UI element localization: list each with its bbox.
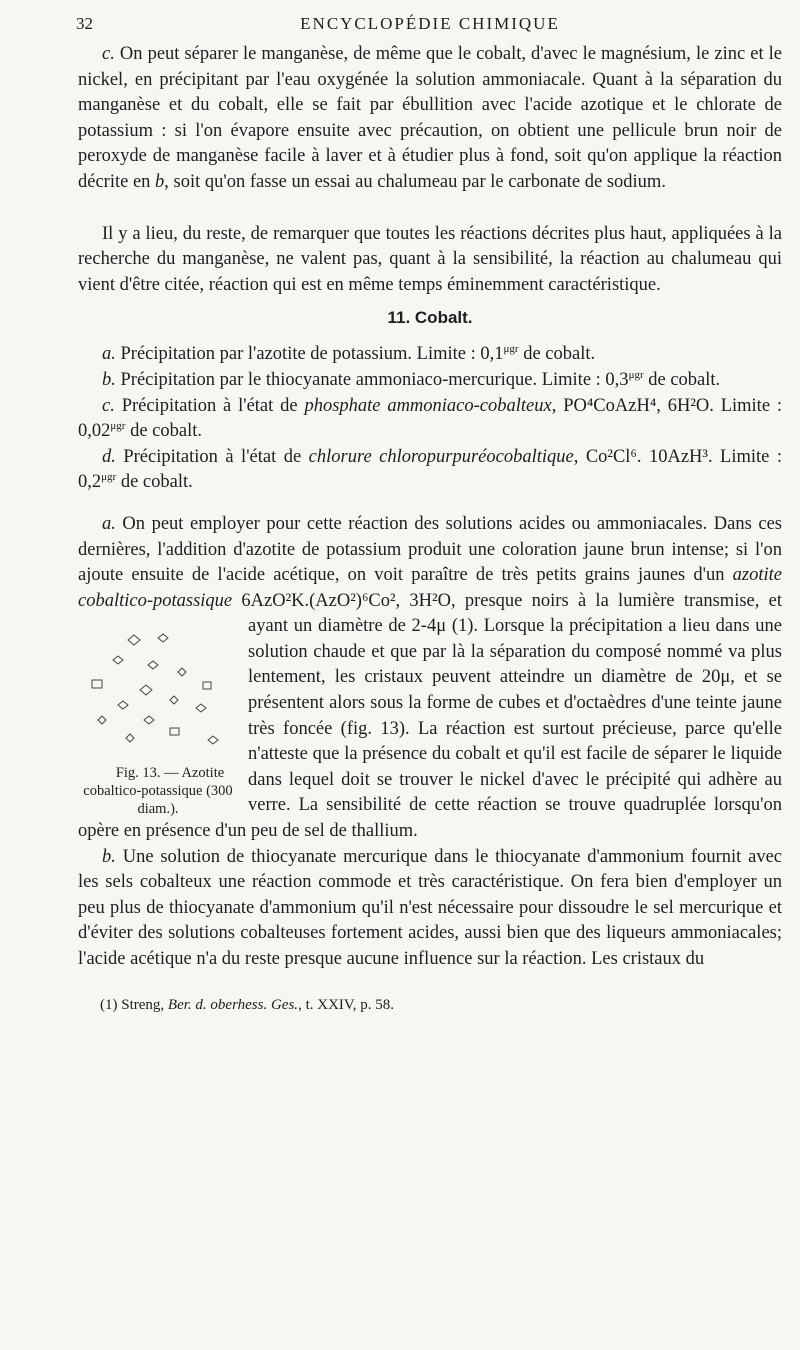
footnote: (1) Streng, Ber. d. oberhess. Ges., t. XXIV, p. 58. xyxy=(100,996,395,1013)
paragraph-a-azotite: a. On peut employer pour cette réaction des solutions acides ou ammoniacales. Dans ces dernières, l'addition d'azotite de potassium produit une coloration jaune brun intense; si l'on ajoute ensuite de l'acide acétique, on voit paraître de très petits grains jaunes d'un azotite cobaltico-potassique 6AzO²K.(AzO²)⁶Co², 3H²O, presque noirs à la lumière transmise, et ayant un diamètre de 2-4μ (1). Fig. 13. — Azotite cobaltico-potassique (300 diam.). Lorsque la précipitation a lieu dans une solution chaude et que par là la séparation du composé nommé va plus lentement, les cristaux peuvent atteindre un diamètre de 20μ, et se présentent alors sous la forme de cubes et d'octaèdres d'une teinte jaune très foncée (fig. 13). La réaction est surtout précieuse, parce qu'elle n'atteste que la présence du cobalt et qu'il est facile de séparer le liquide dans lequel doit se trouver le nickel d'avec le précipité qui adhère au verre. La sensibilité de cette réaction se trouve quadruplée lorsqu'on opère en présence d'un peu de sel de thallium. xyxy=(78,513,782,842)
paragraph-c-separation: c. On peut séparer le manganèse, de même que le cobalt, d'avec le magnésium, le zinc et le nickel, en précipitant par l'eau oxygénée la solution ammoniacale. Quant à la séparation du manganèse et du cobalt, elle se fait par ébullition avec l'acide azotique et le chlorate de potassium : si l'on évapore ensuite avec précaution, on obtient une pellicule brun noir de peroxyde de manganèse facile à laver et à étudier plus à fond, soit qu'on applique la réaction décrite en b, soit qu'on fasse un essai au chalumeau par le carbonate de sodium. xyxy=(78,44,782,192)
page xyxy=(78,14,782,1018)
figure-caption: Fig. 13. — Azotite cobaltico-potassique (300 diam.). xyxy=(83,765,233,818)
list-item-d: d. Précipitation à l'état de chlorure chloropurpuréocobaltique, Co²Cl⁶. 10AzH³. Limite : $0,2^{\mu gr}$ de cobalt. xyxy=(78,446,782,493)
running-title: ENCYCLOPÉDIE CHIMIQUE xyxy=(300,14,560,33)
paragraph-b-thiocyanate: b. Une solution de thiocyanate mercurique dans le thiocyanate d'ammonium fournit avec les sels cobalteux une réaction commode et très caractéristique. On fera bien d'employer un peu plus de thiocyanate d'ammonium qu'il n'est nécessaire pour dissoudre le sel mercurique et d'éviter des solutions cobalteuses fortement acides, aussi bien que des liqueurs ammoniacales; l'acide acétique n'a du reste presque aucune influence sur la réaction. Les cristaux du xyxy=(78,846,782,969)
paragraph-remarque: Il y a lieu, du reste, de remarquer que toutes les réactions décrites plus haut, appliquées à la recherche du manganèse, ne valent pas, quant à la sensibilité, la réaction au chalumeau qui vient d'être citée, réaction qui est en même temps éminemment caractéristique. xyxy=(78,223,782,295)
crystals-illustration xyxy=(78,620,238,760)
page-number: 32 xyxy=(76,14,93,33)
list-item-a: a. Précipitation par l'azotite de potassium. Limite : $0,1^{\mu gr}$ de cobalt. xyxy=(102,343,596,365)
page-header xyxy=(78,14,782,42)
section-title: 11. Cobalt. xyxy=(387,308,473,328)
list-item-b: b. Précipitation par le thiocyanate ammoniaco-mercurique. Limite : $0,3^{\mu gr}$ de cobalt. xyxy=(102,368,721,390)
list-item-c: c. Précipitation à l'état de phosphate ammoniaco-cobalteux, PO⁴CoAzH⁴, 6H²O. Limite : $0,02^{\mu gr}$ de cobalt. xyxy=(78,395,783,442)
figure-13 xyxy=(78,620,238,818)
